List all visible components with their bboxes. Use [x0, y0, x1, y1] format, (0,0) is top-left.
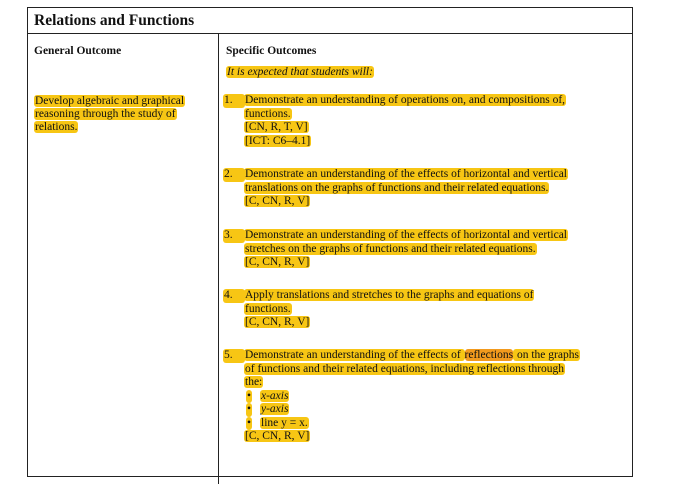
outcome-codes: [C, CN, R, V] — [245, 430, 310, 442]
reflection-bullets — [244, 390, 623, 431]
outcome-text: Demonstrate an understanding of operations on, and compositions of, — [245, 94, 566, 106]
reflections-emphasis: reflections — [464, 349, 514, 361]
bullet-dot-icon: • — [247, 403, 252, 415]
bullet-dot-icon: • — [247, 416, 252, 429]
outcome-1 — [223, 94, 623, 148]
outcome-codes: [C, CN, R, V] — [245, 195, 310, 207]
general-outcome-text: Develop algebraic and graphical reasoning through the study of relations. — [35, 95, 185, 133]
outcome-text: Demonstrate an understanding of the effects of — [245, 349, 464, 361]
bullet-item: • line y = x. — [247, 416, 308, 429]
bullet-item: • y-axis — [247, 403, 289, 415]
outcome-text: stretches on the graphs of functions and their related equations. — [245, 242, 536, 255]
outcome-3 — [223, 229, 623, 270]
outcome-5 — [223, 349, 623, 444]
outcome-number: 2. — [223, 168, 245, 182]
general-outcome-header: General Outcome — [34, 45, 122, 57]
title-row — [28, 8, 632, 34]
outcome-number: 4. — [223, 289, 245, 303]
outcome-text: Apply translations and stretches to the graphs and equations of — [245, 289, 534, 301]
outcome-text: Demonstrate an understanding of the effects of horizontal and vertical — [245, 229, 567, 241]
outcome-codes: [ICT: C6–4.1] — [245, 134, 311, 147]
outcome-4 — [223, 289, 623, 330]
outcome-text: translations on the graphs of functions and their related equations. — [245, 181, 549, 194]
outcome-number: 3. — [223, 229, 245, 243]
outcomes-table — [27, 7, 633, 477]
outcome-codes: [CN, R, T, V] — [245, 121, 308, 133]
outcome-number: 1. — [223, 94, 245, 108]
outcome-text: on the graphs — [514, 349, 579, 361]
outcome-2 — [223, 168, 623, 209]
outcome-text: functions. — [245, 302, 291, 315]
bullet-item: • x-axis — [247, 389, 289, 402]
page-title: Relations and Functions — [34, 12, 195, 29]
outcome-text: Demonstrate an understanding of the effects of horizontal and vertical — [245, 168, 567, 180]
outcome-text: functions. — [245, 107, 291, 120]
outcome-text: the: — [245, 376, 263, 388]
bullet-dot-icon: • — [247, 389, 252, 402]
column-divider — [218, 34, 219, 484]
outcome-codes: [C, CN, R, V] — [245, 316, 310, 328]
outcome-number: 5. — [223, 349, 245, 363]
outcome-text: of functions and their related equations, including reflections through — [245, 362, 565, 375]
specific-outcomes-header: Specific Outcomes — [226, 45, 317, 57]
intro-text: It is expected that students will: — [227, 66, 373, 78]
outcome-codes: [C, CN, R, V] — [245, 256, 310, 268]
